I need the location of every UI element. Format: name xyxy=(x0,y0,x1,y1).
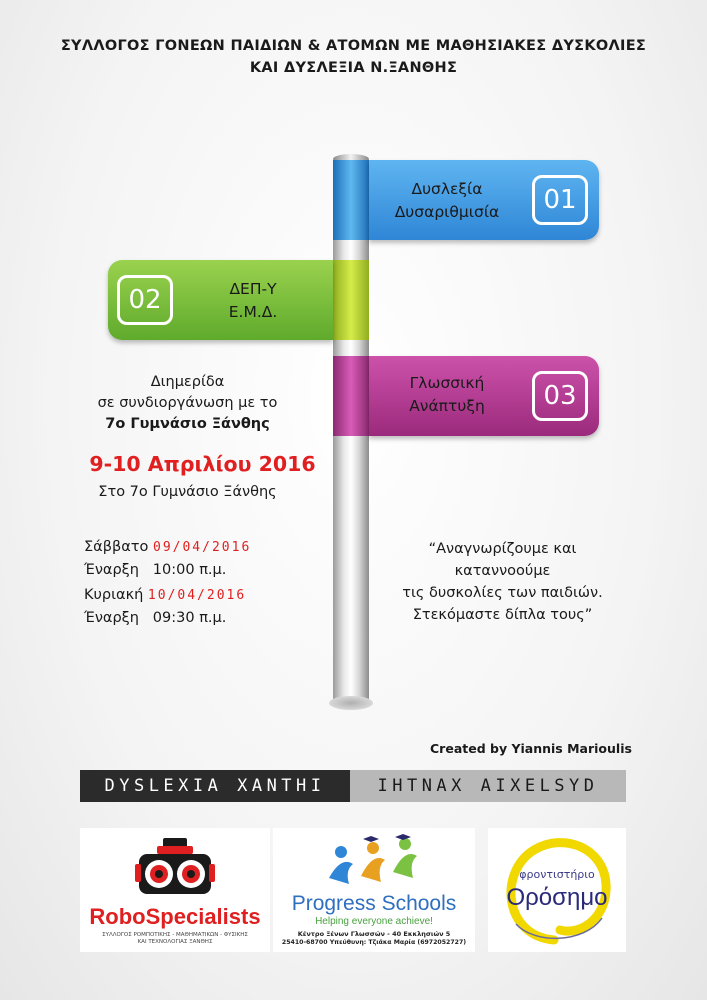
banner-left: DYSLEXIA XANTHI xyxy=(80,770,350,802)
schedule-start1-label: Έναρξη xyxy=(84,562,139,578)
quote xyxy=(380,538,625,626)
sign-01-line2: Δυσαριθμισία xyxy=(394,203,500,221)
robot-logo-icon xyxy=(135,836,215,900)
progress-contact: 25410-68700 Υπεύθυνη: Τζιάκα Μαρία (6972052727) xyxy=(281,939,467,946)
progress-address: Κέντρο Ξένων Γλωσσών - 40 Εκκλησιών 5 xyxy=(297,930,451,938)
event-info xyxy=(80,372,295,435)
sign-02 xyxy=(108,260,333,340)
schedule-start1-time: 10:00 π.μ. xyxy=(152,562,227,578)
schedule-date2: 10/04/2016 xyxy=(147,588,247,603)
quote-line3: Στεκόμαστε δίπλα τους” xyxy=(412,607,593,623)
sign-02-line2: Ε.Μ.Δ. xyxy=(228,303,278,321)
sign-03-line2: Ανάπτυξη xyxy=(409,397,485,415)
signpost-pole-base xyxy=(329,696,373,710)
event-dates: 9-10 Απριλίου 2016 xyxy=(89,452,316,476)
sign-01-number: 01 xyxy=(532,175,588,225)
sign-01 xyxy=(369,160,599,240)
children-figures-icon xyxy=(321,834,427,890)
sponsor-robospecialists xyxy=(80,828,270,952)
sign-02-number: 02 xyxy=(117,275,173,325)
robo-name: RoboSpecialists xyxy=(89,904,261,929)
sponsor-progress-schools xyxy=(273,828,475,952)
sign-03-number: 03 xyxy=(532,371,588,421)
orosimo-small-label: φροντιστήριο xyxy=(519,868,595,881)
sponsor-orosimo xyxy=(488,828,626,952)
sign-01-line1: Δυσλεξία xyxy=(411,180,483,198)
event-cohost: 7ο Γυμνάσιο Ξάνθης xyxy=(105,416,270,432)
progress-tagline: Helping everyone achieve! xyxy=(315,916,433,927)
robo-subtitle1: ΣΥΛΛΟΓΟΣ ΡΟΜΠΟΤΙΚΗΣ - ΜΑΘΗΜΑΤΙΚΩΝ - ΦΥΣΙΚΗΣ xyxy=(102,932,248,938)
event-line2: σε συνδιοργάνωση με το xyxy=(97,395,278,411)
sign-02-line1: ΔΕΠ-Υ xyxy=(229,280,277,298)
banner-right: IHTNAX AIXELSYD xyxy=(350,770,626,802)
credit: Created by Yiannis Marioulis xyxy=(430,741,632,756)
schedule xyxy=(84,536,251,629)
pole-band-green xyxy=(333,260,369,340)
quote-line2: τις δυσκολίες των παιδιών. xyxy=(402,585,603,601)
robo-subtitle2: ΚΑΙ ΤΕΧΝΟΛΟΓΙΑΣ ΞΑΝΘΗΣ xyxy=(137,939,213,945)
organization-title-line1: ΣΥΛΛΟΓΟΣ ΓΟΝΕΩΝ ΠΑΙΔΙΩΝ & ΑΤΟΜΩΝ ΜΕ ΜΑΘΗΣΙΑΚΕΣ ΔΥΣΚΟΛΙΕΣ xyxy=(60,38,647,54)
pole-band-magenta xyxy=(333,356,369,436)
schedule-day2: Κυριακή xyxy=(84,587,144,603)
pole-band-blue xyxy=(333,160,369,240)
progress-name: Progress Schools xyxy=(291,892,457,915)
schedule-date1: 09/04/2016 xyxy=(153,540,252,555)
schedule-day1: Σάββατο xyxy=(84,539,149,555)
schedule-start2-label: Έναρξη xyxy=(84,610,139,626)
schedule-start2-time: 09:30 π.μ. xyxy=(152,610,227,626)
event-venue: Στο 7ο Γυμνάσιο Ξάνθης xyxy=(98,484,277,500)
organization-title-line2: ΚΑΙ ΔΥΣΛΕΞΙΑ Ν.ΞΑΝΘΗΣ xyxy=(249,60,458,76)
sign-03 xyxy=(369,356,599,436)
quote-line1: “Αναγνωρίζουμε και καταννοούμε xyxy=(428,541,577,579)
event-line1: Διημερίδα xyxy=(150,374,225,390)
orosimo-name: Ορόσημο xyxy=(506,884,608,911)
sign-03-line1: Γλωσσική xyxy=(409,374,485,392)
